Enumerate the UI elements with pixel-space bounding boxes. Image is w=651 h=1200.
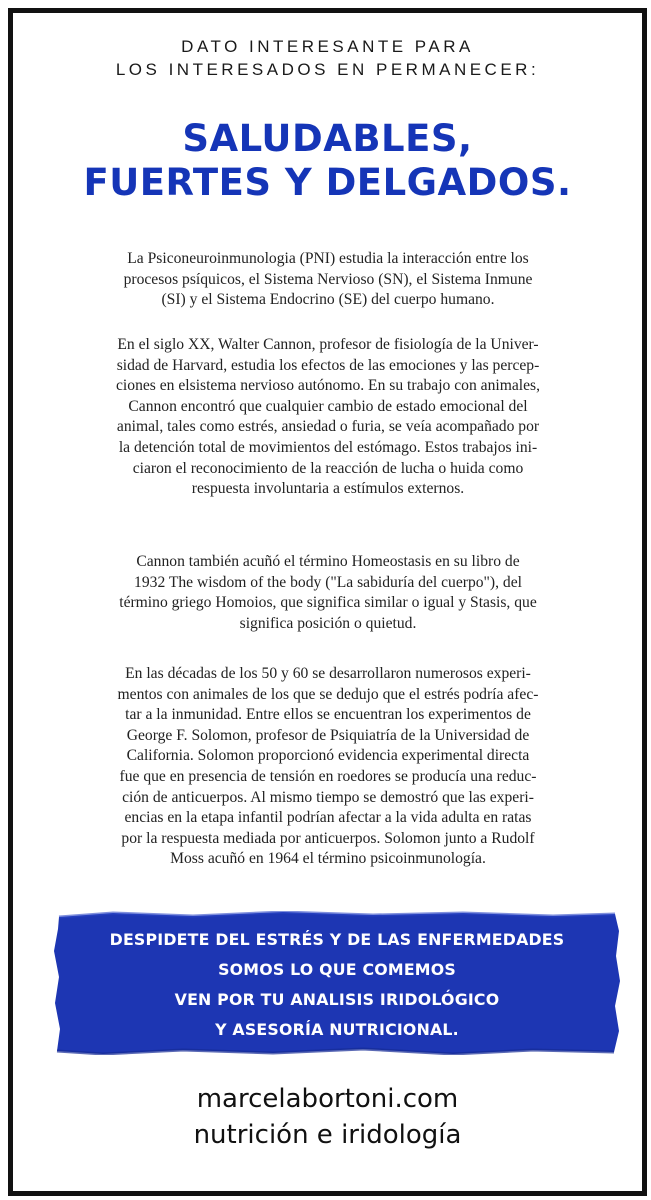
paragraph-line: California. Solomon proporcionó evidencia experimental directa	[126, 747, 530, 765]
paragraph-line: la detención total de movimientos del estómago. Estos trabajos ini-	[118, 438, 538, 456]
paragraph-line: ciones en elsistema nervioso autónomo. En su trabajo con animales,	[116, 377, 540, 395]
paragraph-line: (SI) y el Sistema Endocrino (SE) del cuerpo humano.	[161, 291, 495, 309]
paragraph-solomon	[83, 664, 573, 870]
headline	[13, 117, 642, 205]
call-to-action-banner	[53, 911, 621, 1055]
paragraph-line: procesos psíquicos, el Sistema Nervioso (SN), el Sistema Inmune	[123, 270, 533, 288]
paragraph-line: animal, tales como estrés, ansiedad o furia, se veía acompañado por	[116, 418, 540, 436]
paragraph-line: fue que en presencia de tensión en roedores se producía una reduc-	[119, 767, 537, 785]
paragraph-cannon	[83, 335, 573, 500]
tagline: nutrición e iridología	[193, 1120, 462, 1150]
paragraph-line: respuesta involuntaria a estímulos externos.	[191, 480, 465, 498]
paragraph-line: ciaron el reconocimiento de la reacción de lucha o huida como	[132, 459, 524, 477]
intro-text	[13, 35, 642, 81]
paragraph-line: La Psiconeuroinmunologia (PNI) estudia la interacción entre los	[127, 250, 529, 267]
banner-line-1: DESPIDETE DEL ESTRÉS Y DE LAS ENFERMEDADES	[109, 930, 565, 949]
banner-line-2: SOMOS LO QUE COMEMOS	[218, 960, 456, 979]
paragraph-line: mentos con animales de los que se dedujo que el estrés podría afec-	[117, 685, 539, 703]
paragraph-line: En el siglo XX, Walter Cannon, profesor de fisiología de la Univer-	[117, 336, 539, 353]
banner-line-3: VEN POR TU ANALISIS IRIDOLÓGICO	[174, 990, 500, 1009]
website-link[interactable]: marcelabortoni.com	[196, 1084, 459, 1114]
paragraph-line: Cannon también acuñó el término Homeostasis en su libro de	[136, 553, 520, 570]
paragraph-line: término griego Homoios, que significa similar o igual y Stasis, que	[119, 594, 537, 612]
paragraph-homeostasis	[83, 552, 573, 634]
paragraph-line: por la respuesta mediada por anticuerpos. Solomon junto a Rudolf	[121, 829, 535, 847]
paragraph-line: Cannon encontró que cualquier cambio de estado emocional del	[128, 397, 528, 415]
headline-line-2: FUERTES Y DELGADOS.	[83, 161, 572, 204]
paragraph-line: 1932 The wisdom of the body ("La sabiduría del cuerpo"), del	[134, 573, 522, 591]
paragraph-line: sidad de Harvard, estudia los efectos de las emociones y las percep-	[116, 356, 540, 374]
banner-text	[53, 925, 621, 1045]
paragraph-line: Moss acuñó en 1964 el término psicoinmunología.	[170, 850, 486, 868]
poster-frame	[8, 8, 647, 1196]
paragraph-pni	[83, 249, 573, 311]
headline-line-1: SALUDABLES,	[182, 117, 473, 160]
intro-line-1: DATO INTERESANTE PARA	[181, 37, 474, 56]
paragraph-line: En las décadas de los 50 y 60 se desarrollaron numerosos experi-	[125, 665, 531, 682]
intro-line-2: LOS INTERESADOS EN PERMANECER:	[115, 60, 540, 79]
banner-line-4: Y ASESORÍA NUTRICIONAL.	[215, 1020, 459, 1039]
footer	[13, 1081, 642, 1153]
paragraph-line: George F. Solomon, profesor de Psiquiatría de la Universidad de	[126, 726, 530, 744]
paragraph-line: ción de anticuerpos. Al mismo tiempo se demostró que las experi-	[122, 788, 534, 806]
paragraph-line: tar a la inmunidad. Entre ellos se encuentran los experimentos de	[125, 706, 531, 724]
paragraph-line: significa posición o quietud.	[239, 614, 417, 632]
paragraph-line: encias en la etapa infantil podrían afectar a la vida adulta en ratas	[124, 809, 532, 827]
